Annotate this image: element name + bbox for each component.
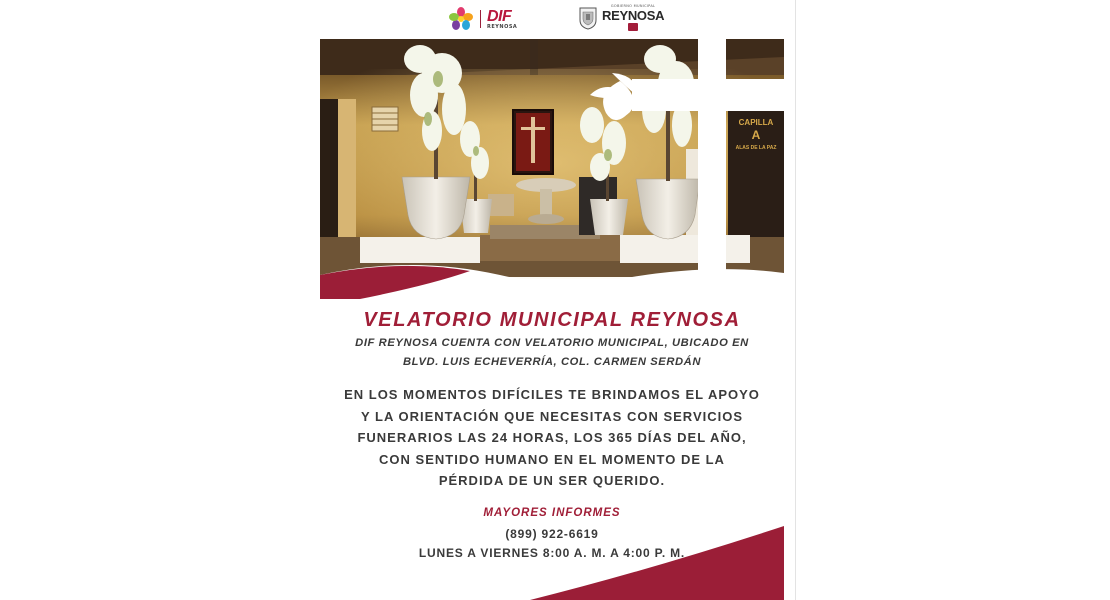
chapel-sign-line2: A — [751, 128, 761, 142]
flyer — [320, 0, 784, 600]
body-line: CON SENTIDO HUMANO EN EL MOMENTO DE LA — [379, 451, 725, 467]
contact-phone: (899) 922-6619 — [505, 527, 599, 541]
dif-wordmark — [487, 9, 517, 30]
reynosa-badge-icon — [628, 23, 638, 31]
dif-logo — [448, 6, 517, 32]
flyer-title: VELATORIO MUNICIPAL REYNOSA — [363, 309, 741, 331]
subtitle-line: BLVD. LUIS ECHEVERRÍA, COL. CARMEN SERDÁN — [402, 356, 702, 368]
body-line: FUNERARIOS LAS 24 HORAS, LOS 365 DÍAS DEL AÑO, — [357, 430, 747, 445]
logo-separator — [480, 10, 481, 28]
flyer-subtitle — [320, 334, 784, 372]
page-edge-line — [795, 0, 796, 600]
body-line: Y LA ORIENTACIÓN QUE NECESITAS CON SERVICIOS — [360, 408, 744, 424]
flyer-body — [320, 384, 784, 492]
dif-sub: REYNOSA — [487, 23, 518, 30]
corner-wave-decoration — [320, 500, 784, 600]
reynosa-logo — [578, 5, 664, 31]
office-hours: LUNES A VIERNES 8:00 A. M. A 4:00 P. M. — [418, 546, 686, 560]
body-line: EN LOS MOMENTOS DIFÍCILES TE BRINDAMOS EL APOYO — [344, 387, 760, 402]
chapel-sign-line1: CAPILLA — [738, 118, 774, 127]
chapel-photo — [320, 39, 784, 299]
reynosa-wordmark — [602, 5, 664, 31]
body-line: PÉRDIDA DE UN SER QUERIDO. — [438, 473, 666, 488]
reynosa-seal-icon — [578, 6, 598, 30]
reynosa-word: REYNOSA — [602, 7, 665, 23]
subtitle-line: DIF REYNOSA CUENTA CON VELATORIO MUNICIPAL, UBICADO EN — [355, 337, 749, 349]
dif-flower-icon — [448, 6, 474, 32]
more-info-heading: MAYORES INFORMES — [483, 507, 621, 519]
dif-word: DIF — [487, 7, 512, 25]
reynosa-top: GOBIERNO MUNICIPAL — [610, 4, 656, 8]
chapel-sign-line3: ALAS DE LA PAZ — [735, 145, 777, 151]
